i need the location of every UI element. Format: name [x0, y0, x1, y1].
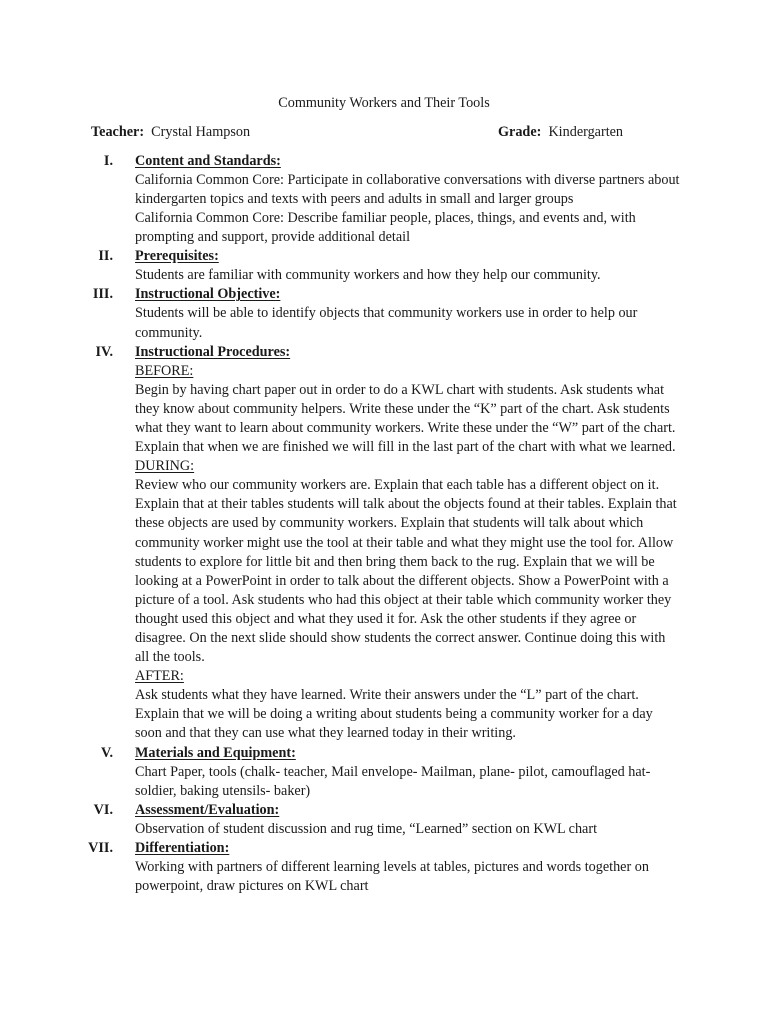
section-title: Materials and Equipment: [135, 744, 296, 761]
section-numeral: II. [98, 248, 113, 265]
grade-field [498, 123, 623, 141]
paragraph: Observation of student discussion and rug time, “Learned” section on KWL chart [135, 820, 598, 837]
section-body [135, 304, 680, 342]
section-body [135, 171, 680, 247]
grade-value: Kindergarten [548, 124, 624, 140]
section-prerequisites [0, 247, 768, 285]
document-title: Community Workers and Their Tools [278, 95, 490, 111]
lesson-sections [0, 152, 768, 896]
subsection-label-before: BEFORE: [135, 362, 194, 379]
paragraph: Students are familiar with community workers and how they help our community. [135, 267, 601, 284]
section-numeral: III. [92, 286, 113, 303]
section-heading [0, 152, 768, 171]
section-heading [0, 247, 768, 266]
section-instructional-procedures [0, 343, 768, 744]
section-body [135, 763, 680, 801]
section-heading [0, 801, 768, 820]
subsection-label-during: DURING: [135, 458, 195, 475]
paragraph: California Common Core: Describe familiar people, places, things, and events and, with prompting and support, provide additional detail [135, 210, 636, 246]
section-title: Content and Standards: [135, 153, 281, 169]
paragraph: Working with partners of different learning levels at tables, pictures and words together on powerpoint, draw pictures on KWL chart [135, 858, 649, 894]
section-title: Prerequisites: [135, 248, 219, 265]
section-title: Instructional Procedures: [135, 343, 291, 360]
section-body [135, 858, 680, 896]
section-numeral: I. [103, 153, 113, 169]
paragraph: Ask students what they have learned. Write their answers under the “L” part of the chart. Explain that we will be doing a writing about students being a community worker for a day soon and that they can use what they learned today in their writing. [135, 687, 653, 742]
section-heading [0, 744, 768, 763]
section-materials-equipment [0, 744, 768, 801]
paragraph: Chart Paper, tools (chalk- teacher, Mail envelope- Mailman, plane- pilot, camouflaged hat- soldier, baking utensils- baker) [135, 763, 651, 799]
section-heading [0, 343, 768, 362]
section-heading [0, 839, 768, 858]
section-differentiation [0, 839, 768, 896]
teacher-field [91, 123, 250, 141]
paragraph: Review who our community workers are. Explain that each table has a different object on it. Explain that at their tables students will talk about the objects found at their tables. Explain that these objects are used by community workers. Explain that students will talk about which community worker might use the tool at their table and what they might use the tool for. Allow students to explore for little bit and then bring them back to the rug. Explain that we will be looking at a PowerPoint in order to talk about the different objects. Show a PowerPoint with a picture of a tool. Ask students who had this object at their table which community worker they thought used this object and what they used it for. Ask the other students if they agree or disagree. On the next slide should show students the correct answer. Continue doing this with all the tools. [135, 477, 677, 666]
section-numeral: V. [101, 744, 113, 761]
header-info [91, 123, 708, 141]
section-body [135, 820, 680, 839]
subsection-label-after: AFTER: [135, 668, 184, 685]
grade-label: Grade: [498, 124, 542, 140]
section-assessment-evaluation [0, 801, 768, 839]
section-numeral: IV. [95, 343, 113, 360]
section-title: Differentiation: [135, 839, 230, 856]
section-body [135, 266, 680, 285]
section-numeral: VII. [88, 839, 113, 856]
section-body [135, 362, 680, 744]
teacher-label: Teacher: [91, 124, 145, 140]
section-title: Instructional Objective: [135, 286, 281, 303]
section-title: Assessment/Evaluation: [135, 801, 280, 818]
paragraph: Students will be able to identify objects that community workers use in order to help our community. [135, 305, 638, 341]
paragraph: Begin by having chart paper out in order to do a KWL chart with students. Ask students what they know about community helpers. Write these under the “K” part of the chart. Ask students what they want to learn about community workers. Write these under the “W” part of the chart. Explain that when we are finished we will fill in the last part of the chart with what we learned. [135, 381, 676, 456]
teacher-name: Crystal Hampson [151, 124, 251, 140]
section-instructional-objective [0, 285, 768, 342]
paragraph: California Common Core: Participate in collaborative conversations with diverse partners about kindergarten topics and texts with peers and adults in small and larger groups [135, 172, 680, 208]
section-numeral: VI. [93, 801, 113, 818]
section-heading [0, 285, 768, 304]
section-content-standards [0, 152, 768, 247]
